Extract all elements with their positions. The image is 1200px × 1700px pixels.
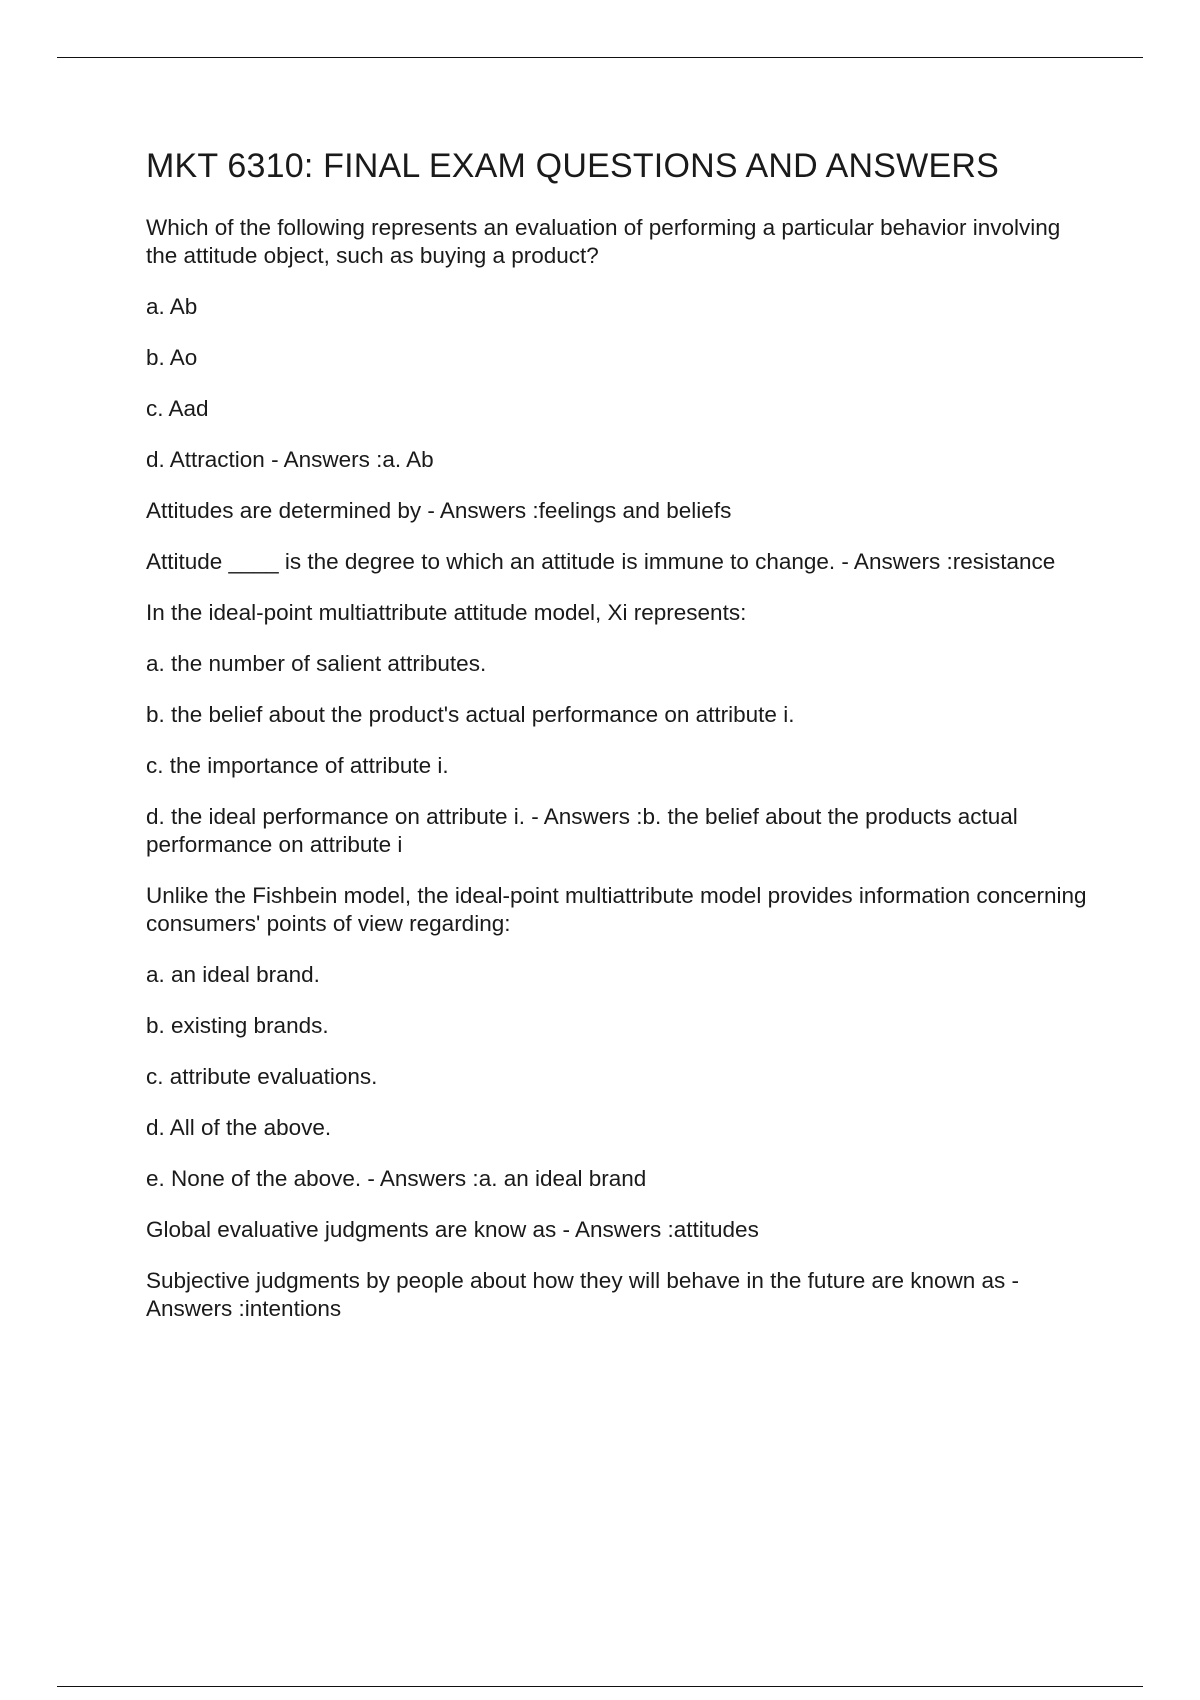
question-1-option-c: c. Aad bbox=[146, 396, 209, 421]
question-1-option-d-answer: d. Attraction - Answers :a. Ab bbox=[146, 447, 434, 472]
question-6-answer: Global evaluative judgments are know as - Answers :attitudes bbox=[146, 1217, 759, 1242]
question-4-option-a: a. the number of salient attributes. bbox=[146, 651, 487, 676]
question-4-option-c: c. the importance of attribute i. bbox=[146, 753, 449, 778]
question-5-option-a: a. an ideal brand. bbox=[146, 962, 320, 987]
question-1-option-b: b. Ao bbox=[146, 345, 198, 370]
question-1-option-a: a. Ab bbox=[146, 294, 198, 319]
document-title: MKT 6310: FINAL EXAM QUESTIONS AND ANSWERS bbox=[146, 147, 999, 185]
document-body bbox=[146, 140, 1096, 1346]
question-5-option-e-answer: e. None of the above. - Answers :a. an ideal brand bbox=[146, 1166, 647, 1191]
question-4-option-d-answer: d. the ideal performance on attribute i. - Answers :b. the belief about the products actual performance on attribute i bbox=[146, 804, 1018, 857]
question-3-answer: Attitude ____ is the degree to which an attitude is immune to change. - Answers :resistance bbox=[146, 549, 1056, 574]
question-1-text: Which of the following represents an evaluation of performing a particular behavior involving the attitude object, such as buying a product? bbox=[146, 215, 1061, 268]
question-4-option-b: b. the belief about the product's actual performance on attribute i. bbox=[146, 702, 795, 727]
question-4-text: In the ideal-point multiattribute attitude model, Xi represents: bbox=[146, 600, 747, 625]
header-rule bbox=[57, 57, 1143, 58]
question-5-option-c: c. attribute evaluations. bbox=[146, 1064, 378, 1089]
footer-rule bbox=[57, 1686, 1143, 1687]
question-7-answer: Subjective judgments by people about how they will behave in the future are known as - Answers :intentions bbox=[146, 1268, 1020, 1321]
question-5-text: Unlike the Fishbein model, the ideal-point multiattribute model provides information concerning consumers' points of view regarding: bbox=[146, 883, 1087, 936]
question-5-option-d: d. All of the above. bbox=[146, 1115, 332, 1140]
question-5-option-b: b. existing brands. bbox=[146, 1013, 329, 1038]
question-2-answer: Attitudes are determined by - Answers :feelings and beliefs bbox=[146, 498, 732, 523]
